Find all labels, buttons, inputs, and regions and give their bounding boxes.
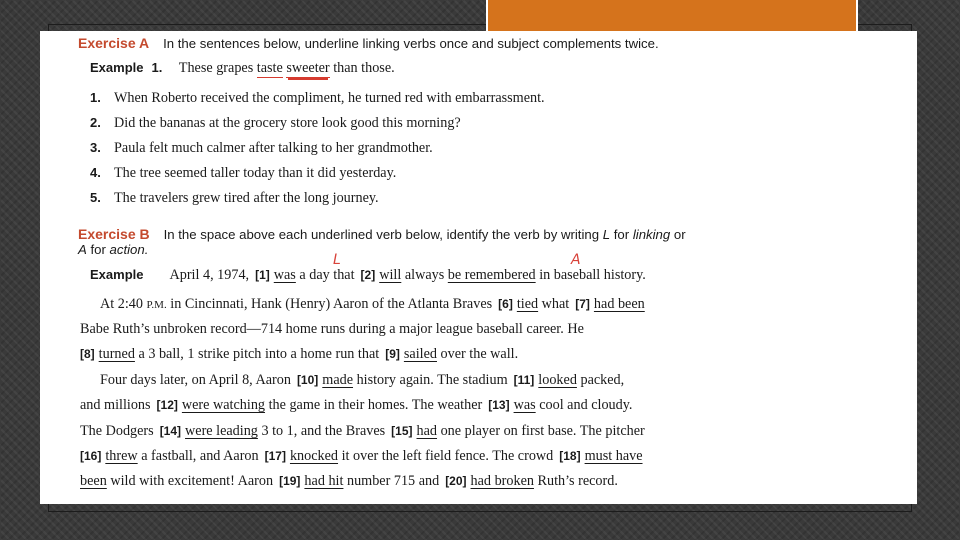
example-pre: These grapes	[178, 60, 254, 76]
example-label: Example	[90, 267, 144, 282]
item-text: Did the bananas at the grocery store look good this morning?	[114, 115, 461, 131]
blank-number: [10]	[296, 373, 319, 387]
item-number: 2.	[90, 115, 101, 130]
blank-number: [2]	[360, 268, 376, 282]
underlined-verb: were watching	[181, 397, 266, 413]
underlined-verb: had hit	[304, 473, 344, 489]
blank-number: [9]	[385, 347, 400, 361]
item-number: 5.	[90, 190, 101, 205]
handwritten-l-mark: L	[333, 252, 341, 268]
passage-line: and millions [12] were watching the game in their homes. The weather [13] was cool and cloudy.	[80, 397, 633, 413]
worksheet-page	[40, 31, 917, 504]
exercise-b-header	[78, 225, 686, 244]
underlined-verb: were leading	[185, 423, 258, 439]
underlined-verb: made	[322, 372, 354, 388]
exercise-b-example: Example April 4, 1974, [1] was a day that [2] will always be remembered in baseball history.	[90, 267, 646, 283]
example-complement: sweeter	[286, 60, 330, 76]
passage-line: Babe Ruth’s unbroken record—714 home runs during a major league baseball career. He	[80, 321, 584, 337]
example-date: April 4, 1974,	[169, 267, 250, 283]
exercise-a-item	[90, 164, 396, 182]
blank-number: [8]	[80, 347, 95, 361]
underlined-verb: tied	[516, 296, 539, 312]
example-post: than those.	[333, 60, 395, 76]
example-label: Example	[90, 60, 144, 75]
exercise-b-instruction: In the space above each underlined verb below, identify the verb by writing L for linking or	[163, 227, 686, 242]
underlined-verb: been	[80, 473, 107, 489]
item-text: When Roberto received the compliment, he turned red with embarrassment.	[114, 90, 545, 106]
underlined-verb: had been	[593, 296, 645, 312]
blank-number: [12]	[156, 398, 178, 412]
example-linking-verb: taste	[256, 60, 283, 76]
passage-line: Four days later, on April 8, Aaron [10] made history again. The stadium [11] looked packed,	[100, 372, 625, 388]
underlined-verb: threw	[105, 448, 138, 464]
exercise-a-item	[90, 189, 379, 207]
exercise-b-label: Exercise B	[78, 226, 150, 242]
blank-number: [1]	[255, 268, 270, 282]
blank-number: [13]	[488, 398, 510, 412]
exercise-a-example	[90, 59, 395, 77]
passage-line: [16] threw a fastball, and Aaron [17] knocked it over the left field fence. The crowd [18] must have	[80, 448, 643, 464]
underlined-verb: was	[513, 397, 536, 413]
accent-bar	[486, 0, 858, 34]
passage-line: The Dodgers [14] were leading 3 to 1, and the Braves [15] had one player on first base. The pitcher	[80, 423, 645, 439]
exercise-b-instruction-cont: A for action.	[78, 242, 149, 257]
item-text: The tree seemed taller today than it did yesterday.	[114, 165, 397, 181]
item-text: Paula felt much calmer after talking to her grandmother.	[114, 140, 433, 156]
exercise-a-item	[90, 139, 433, 157]
underlined-verb: turned	[98, 346, 135, 362]
underlined-verb: had broken	[470, 473, 534, 489]
exercise-a-label: Exercise A	[78, 35, 150, 51]
item-number: 4.	[90, 165, 101, 180]
blank-number: [7]	[575, 297, 590, 311]
blank-number: [14]	[159, 424, 182, 438]
blank-number: [20]	[445, 474, 467, 488]
exercise-a-item	[90, 114, 461, 132]
passage-line: been wild with excitement! Aaron [19] had hit number 715 and [20] had broken Ruth’s record.	[80, 473, 618, 489]
item-number: 1.	[90, 90, 101, 105]
underlined-verb: had	[416, 423, 438, 439]
handwritten-a-mark: A	[571, 252, 581, 268]
exercise-a-instruction: In the sentences below, underline linking verbs once and subject complements twice.	[163, 36, 659, 51]
blank-number: [6]	[498, 297, 513, 311]
underlined-verb: sailed	[403, 346, 437, 362]
exercise-a-header	[78, 34, 659, 53]
blank-number: [19]	[279, 474, 301, 488]
exercise-a-item	[90, 89, 545, 107]
passage-line: At 2:40 P.M. in Cincinnati, Hank (Henry) Aaron of the Atlanta Braves [6] tied what [7] had been	[100, 296, 645, 312]
item-text: The travelers grew tired after the long journey.	[114, 190, 379, 206]
underlined-verb: must have	[584, 448, 643, 464]
underlined-verb: will	[379, 267, 402, 283]
example-number: 1.	[151, 60, 163, 75]
underlined-verb: be remembered	[447, 267, 536, 283]
blank-number: [16]	[80, 449, 102, 463]
blank-number: [15]	[391, 424, 413, 438]
passage-line: [8] turned a 3 ball, 1 strike pitch into a home run that [9] sailed over the wall.	[80, 346, 519, 362]
item-number: 3.	[90, 140, 101, 155]
underlined-verb: looked	[538, 372, 577, 388]
blank-number: [17]	[264, 449, 286, 463]
blank-number: [18]	[559, 449, 581, 463]
underlined-verb: was	[273, 267, 296, 283]
blank-number: [11]	[513, 373, 535, 387]
underlined-verb: knocked	[289, 448, 339, 464]
